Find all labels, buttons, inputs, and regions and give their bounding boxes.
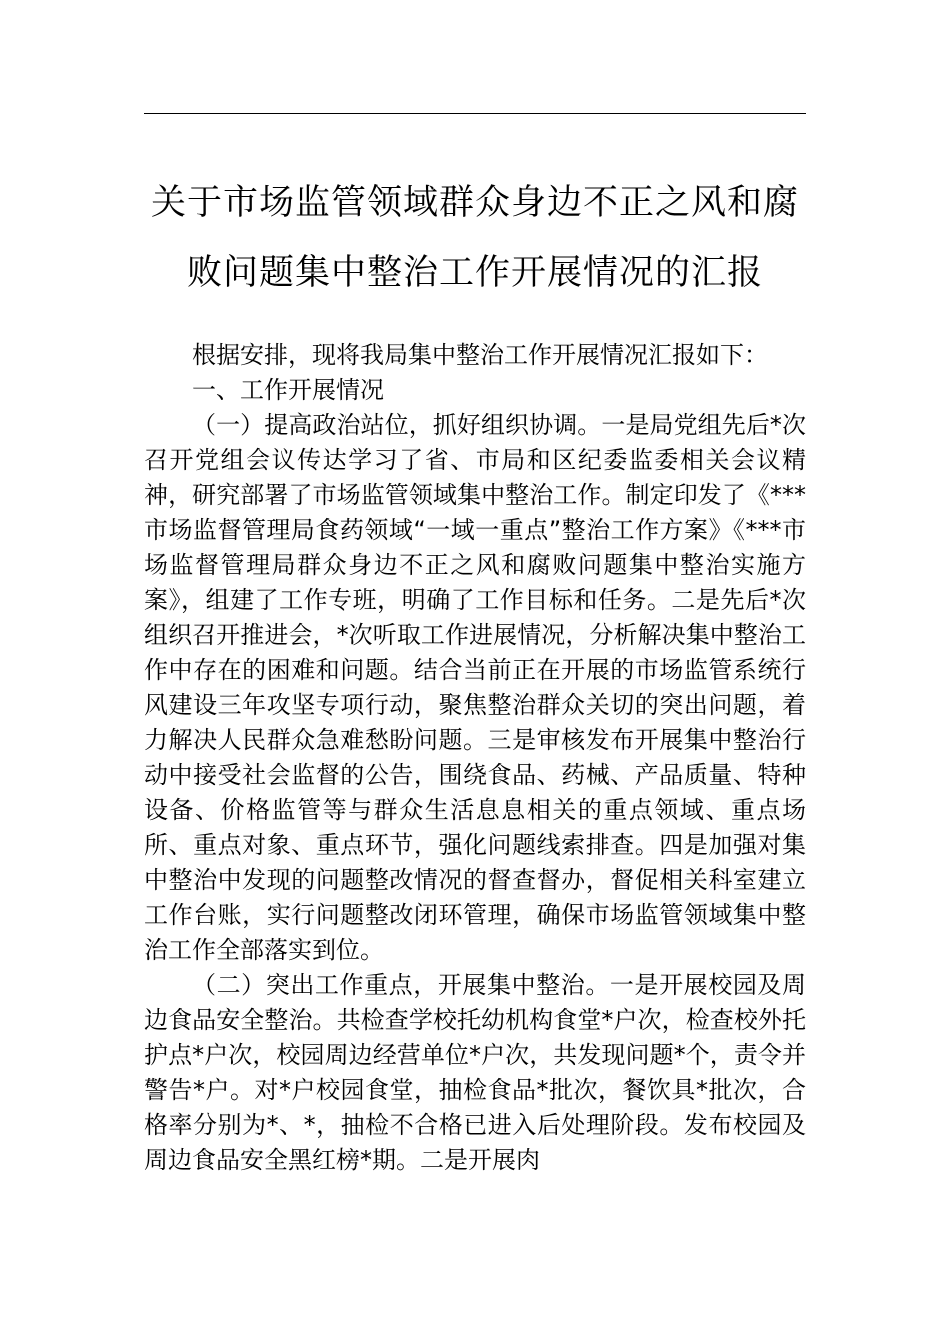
section-heading: 一、工作开展情况 [192, 376, 384, 404]
body-paragraph-1: （一）提高政治站位，抓好组织协调。一是局党组先后*次召开党组会议传达学习了省、市局和区纪委监委相关会议精神，研究部署了市场监管领域集中整治工作。制定印发了《***市场监督管理局食药领域“一域一重点”整治工作方案》《***市场监督管理局群众身边不正之风和腐败问题集中整治实施方案》，组建了工作专班，明确了工作目标和任务。二是先后*次组织召开推进会，*次听取工作进展情况，分析解决集中整治工作中存在的困难和问题。结合当前正在开展的市场监管系统行风建设三年攻坚专项行动，聚焦整治群众关切的突出问题，着力解决人民群众急难愁盼问题。三是审核发布开展集中整治行动中接受社会监督的公告，围绕食品、药械、产品质量、特种设备、价格监管等与群众生活息息相关的重点领域、重点场所、重点对象、重点环节，强化问题线索排查。四是加强对集中整治中发现的问题整改情况的督查督办，督促相关科室建立工作台账，实行问题整改闭环管理，确保市场监管领域集中整治工作全部落实到位。 [144, 411, 806, 964]
document-body [144, 338, 806, 1178]
title-line-2: 败问题集中整治工作开展情况的汇报 [186, 253, 763, 293]
document-title [144, 168, 806, 308]
header-rule [144, 113, 806, 114]
title-line-1: 关于市场监管领域群众身边不正之风和腐 [150, 183, 799, 223]
body-paragraph-2: （二）突出工作重点，开展集中整治。一是开展校园及周边食品安全整治。共检查学校托幼机构食堂*户次，检查校外托护点*户次，校园周边经营单位*户次，共发现问题*个，责令并警告*户。对*户校园食堂，抽检食品*批次，餐饮具*批次，合格率分别为*、*，抽检不合格已进入后处理阶段。发布校园及周边食品安全黑红榜*期。二是开展肉 [144, 971, 806, 1174]
intro-paragraph: 根据安排，现将我局集中整治工作开展情况汇报如下： [192, 341, 768, 369]
